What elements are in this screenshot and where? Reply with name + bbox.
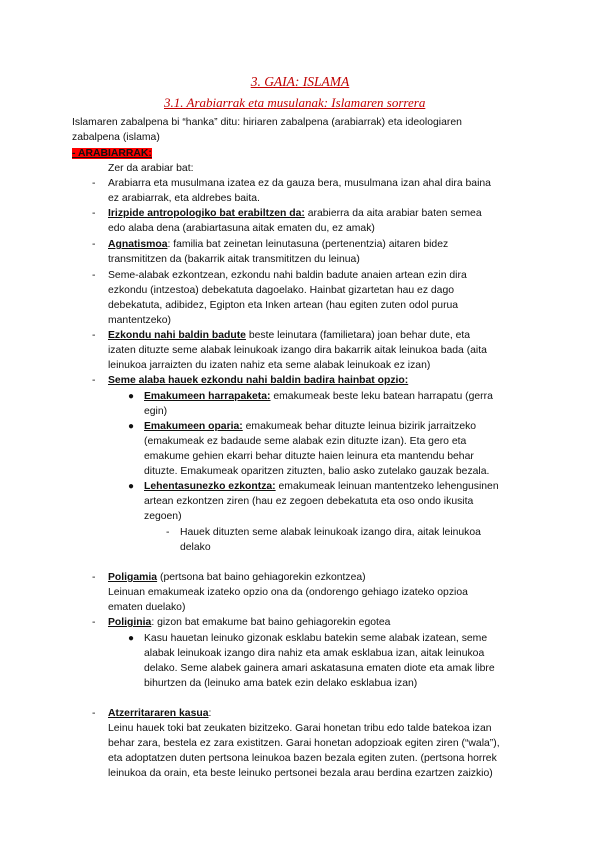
p6-bold: Seme alaba hauek ezkondu nahi baldin badira hainbat opzio: [108,375,409,386]
sub1-line-2: delako [180,542,211,553]
p9-line-1: Leinu hauek toki bat zeukaten bizitzeko. Garai honetan tribu edo talde batekoa izan [108,723,492,734]
b1-line-1 [144,389,493,405]
p9-line-4: leinukoa da orain, eta beste leinuko pertsonei bezala arau berdina ezartzen zaizkio) [108,768,493,779]
p5-line-3: leinukoa jarraizten du izaten nahiz eta seme alabak leinukoak ez izan) [108,360,431,371]
p9-line-3: eta adoptatzen duten pertsona leinukoa bazen bezala egiten zuten. (pertsona horrek [108,753,497,764]
b4-line-3: delako. Seme alabek gainera amari askatasuna ematen diote eta amak libre [144,663,495,674]
p5-text: beste leinutara (familietara) joan behar dute, eta [245,330,471,341]
p3-bold: Agnatismoa [108,239,168,250]
section-heading [72,146,152,162]
b2-bold: Emakumeen oparia: [144,421,243,432]
bullet-marker: ● [128,633,135,644]
b3-line-1 [144,479,499,495]
p7-bold: Poligamia [108,572,158,583]
b1-text: emakumeak beste leku batean harrapatu (gerra [270,391,493,402]
b3-line-2: artean ezkontzen ziren (hau ez zegoen debekatuta eta oso ondo ikusita [144,496,474,507]
p8-line-1 [108,615,390,631]
p7-text: (pertsona bat baino gehiagorekin ezkontzea) [157,572,366,583]
b2-line-3: emakume gehien ekarri behar dituzte haien leinura eta mantendu behar [144,451,474,462]
p7-line-2: Leinuan emakumeak izateko opzio ona da (ondorengo gehiago izateko opzioa [108,587,468,598]
intro-line-2: zabalpena (islama) [72,132,160,143]
b4-line-4: bihurtzen da (leinuko ama batek ezin delako esklabua izan) [144,678,418,689]
b3-text: emakumeak leinuan mantentzeko lehengusinen [275,481,499,492]
p2-line-2: edo alaba dena (arabiartasuna aitak ematen du, ez amak) [108,223,375,234]
sub1-line-1: Hauek dituzten seme alabak leinukoak izango dira, aitak leinukoa [180,527,481,538]
p2-line-1 [108,206,482,222]
p4-line-4: mantentzeko) [108,315,171,326]
bullet-marker: ● [128,391,135,402]
b2-text: emakumeak behar dituzte leinua bizirik jarraitzeko [242,421,477,432]
p5-bold: Ezkondu nahi baldin badute [108,330,246,341]
dash-marker: - [92,572,96,583]
page-title: 3. GAIA: ISLAMA [250,74,350,89]
p9-colon: : [208,708,212,719]
p5-line-1 [108,328,470,344]
bullet-marker: ● [128,481,135,492]
p2-bold: Irizpide antropologiko bat erabiltzen da: [108,208,305,219]
p9-bold: Atzerritararen kasua [108,708,209,719]
dash-marker: - [92,708,96,719]
dash-marker: - [166,527,170,538]
b3-line-3: zegoen) [144,511,182,522]
p5-line-2: izaten dituzte seme alabak leinukoak izango dira bakarrik aitak leinukoa bada (aita [108,345,487,356]
b1-bold: Emakumeen harrapaketa: [144,391,271,402]
dash-marker: - [92,270,96,281]
section-subtitle: 3.1. Arabiarrak eta musulanak: Islamaren sorrera [164,95,426,110]
p8-text: : gizon bat emakume bat baino gehiagorekin egotea [151,617,391,628]
b4-line-1: Kasu hauetan leinuko gizonak esklabu batekin seme alabak izatean, seme [144,633,488,644]
p4-line-1: Seme-alabak ezkontzean, ezkondu nahi baldin badute anaien artean ezin dira [108,270,467,281]
dash-marker: - [92,617,96,628]
p3-line-1 [108,237,448,253]
p4-line-2: ezkondu (intzestoa) debekatuta dagoelako. Hainbat gizartetan hau ez dago [108,285,455,296]
p6-line-1 [108,373,408,389]
dash-marker: - [92,239,96,250]
p7-line-3: ematen duelako) [108,602,186,613]
dash-marker: - [92,208,96,219]
p4-line-3: debekatuta, adibidez, Egipton eta Inken artean (hau egiten zuten odol purua [108,300,459,311]
p9-line-2: behar zara, bestela ez zara existitzen. Garai honetan adopzioak egiten ziren (“wala”), [108,738,500,749]
b2-line-1 [144,419,476,435]
b2-line-2: (emakumeak ez badaude seme alabak ezin dituzte izan). Eta gero eta [144,436,467,447]
b2-line-4: dituzte. Emakumeak oparitzen zituzten, balio asko zutelako gauzak bezala. [144,466,490,477]
intro-line-1: Islamaren zabalpena bi “hanka” ditu: hiriaren zabalpena (arabiarrak) eta ideologiaren [72,117,462,128]
p3-text: : familia bat zeinetan leinutasuna (pertenentzia) aitaren bidez [167,239,449,250]
b4-line-2: alabak leinukoak izango dira nahiz eta amak esklabua izan, aitak leinukoa [144,648,485,659]
p1-line-1: Arabiarra eta musulmana izatea ez da gauza bera, musulmana izan ahal dira baina [108,178,491,189]
question-line: Zer da arabiar bat: [108,163,194,174]
bullet-marker: ● [128,421,135,432]
p8-bold: Poliginia [108,617,152,628]
dash-marker: - [92,178,96,189]
p7-line-1 [108,570,366,586]
b1-line-2: egin) [144,406,168,417]
p2-text: arabierra da aita arabiar baten semea [304,208,482,219]
b3-bold: Lehentasunezko ezkontza: [144,481,276,492]
p9-heading [108,706,211,722]
dash-marker: - [92,330,96,341]
dash-marker: - [92,375,96,386]
section-heading-text: - ARABIARRAK: [72,148,152,159]
p3-line-2: transmititzen da (bakarrik aitak transmititzen du leinua) [108,254,360,265]
p1-line-2: ez arabiarrak, eta aldrebes baita. [108,193,260,204]
